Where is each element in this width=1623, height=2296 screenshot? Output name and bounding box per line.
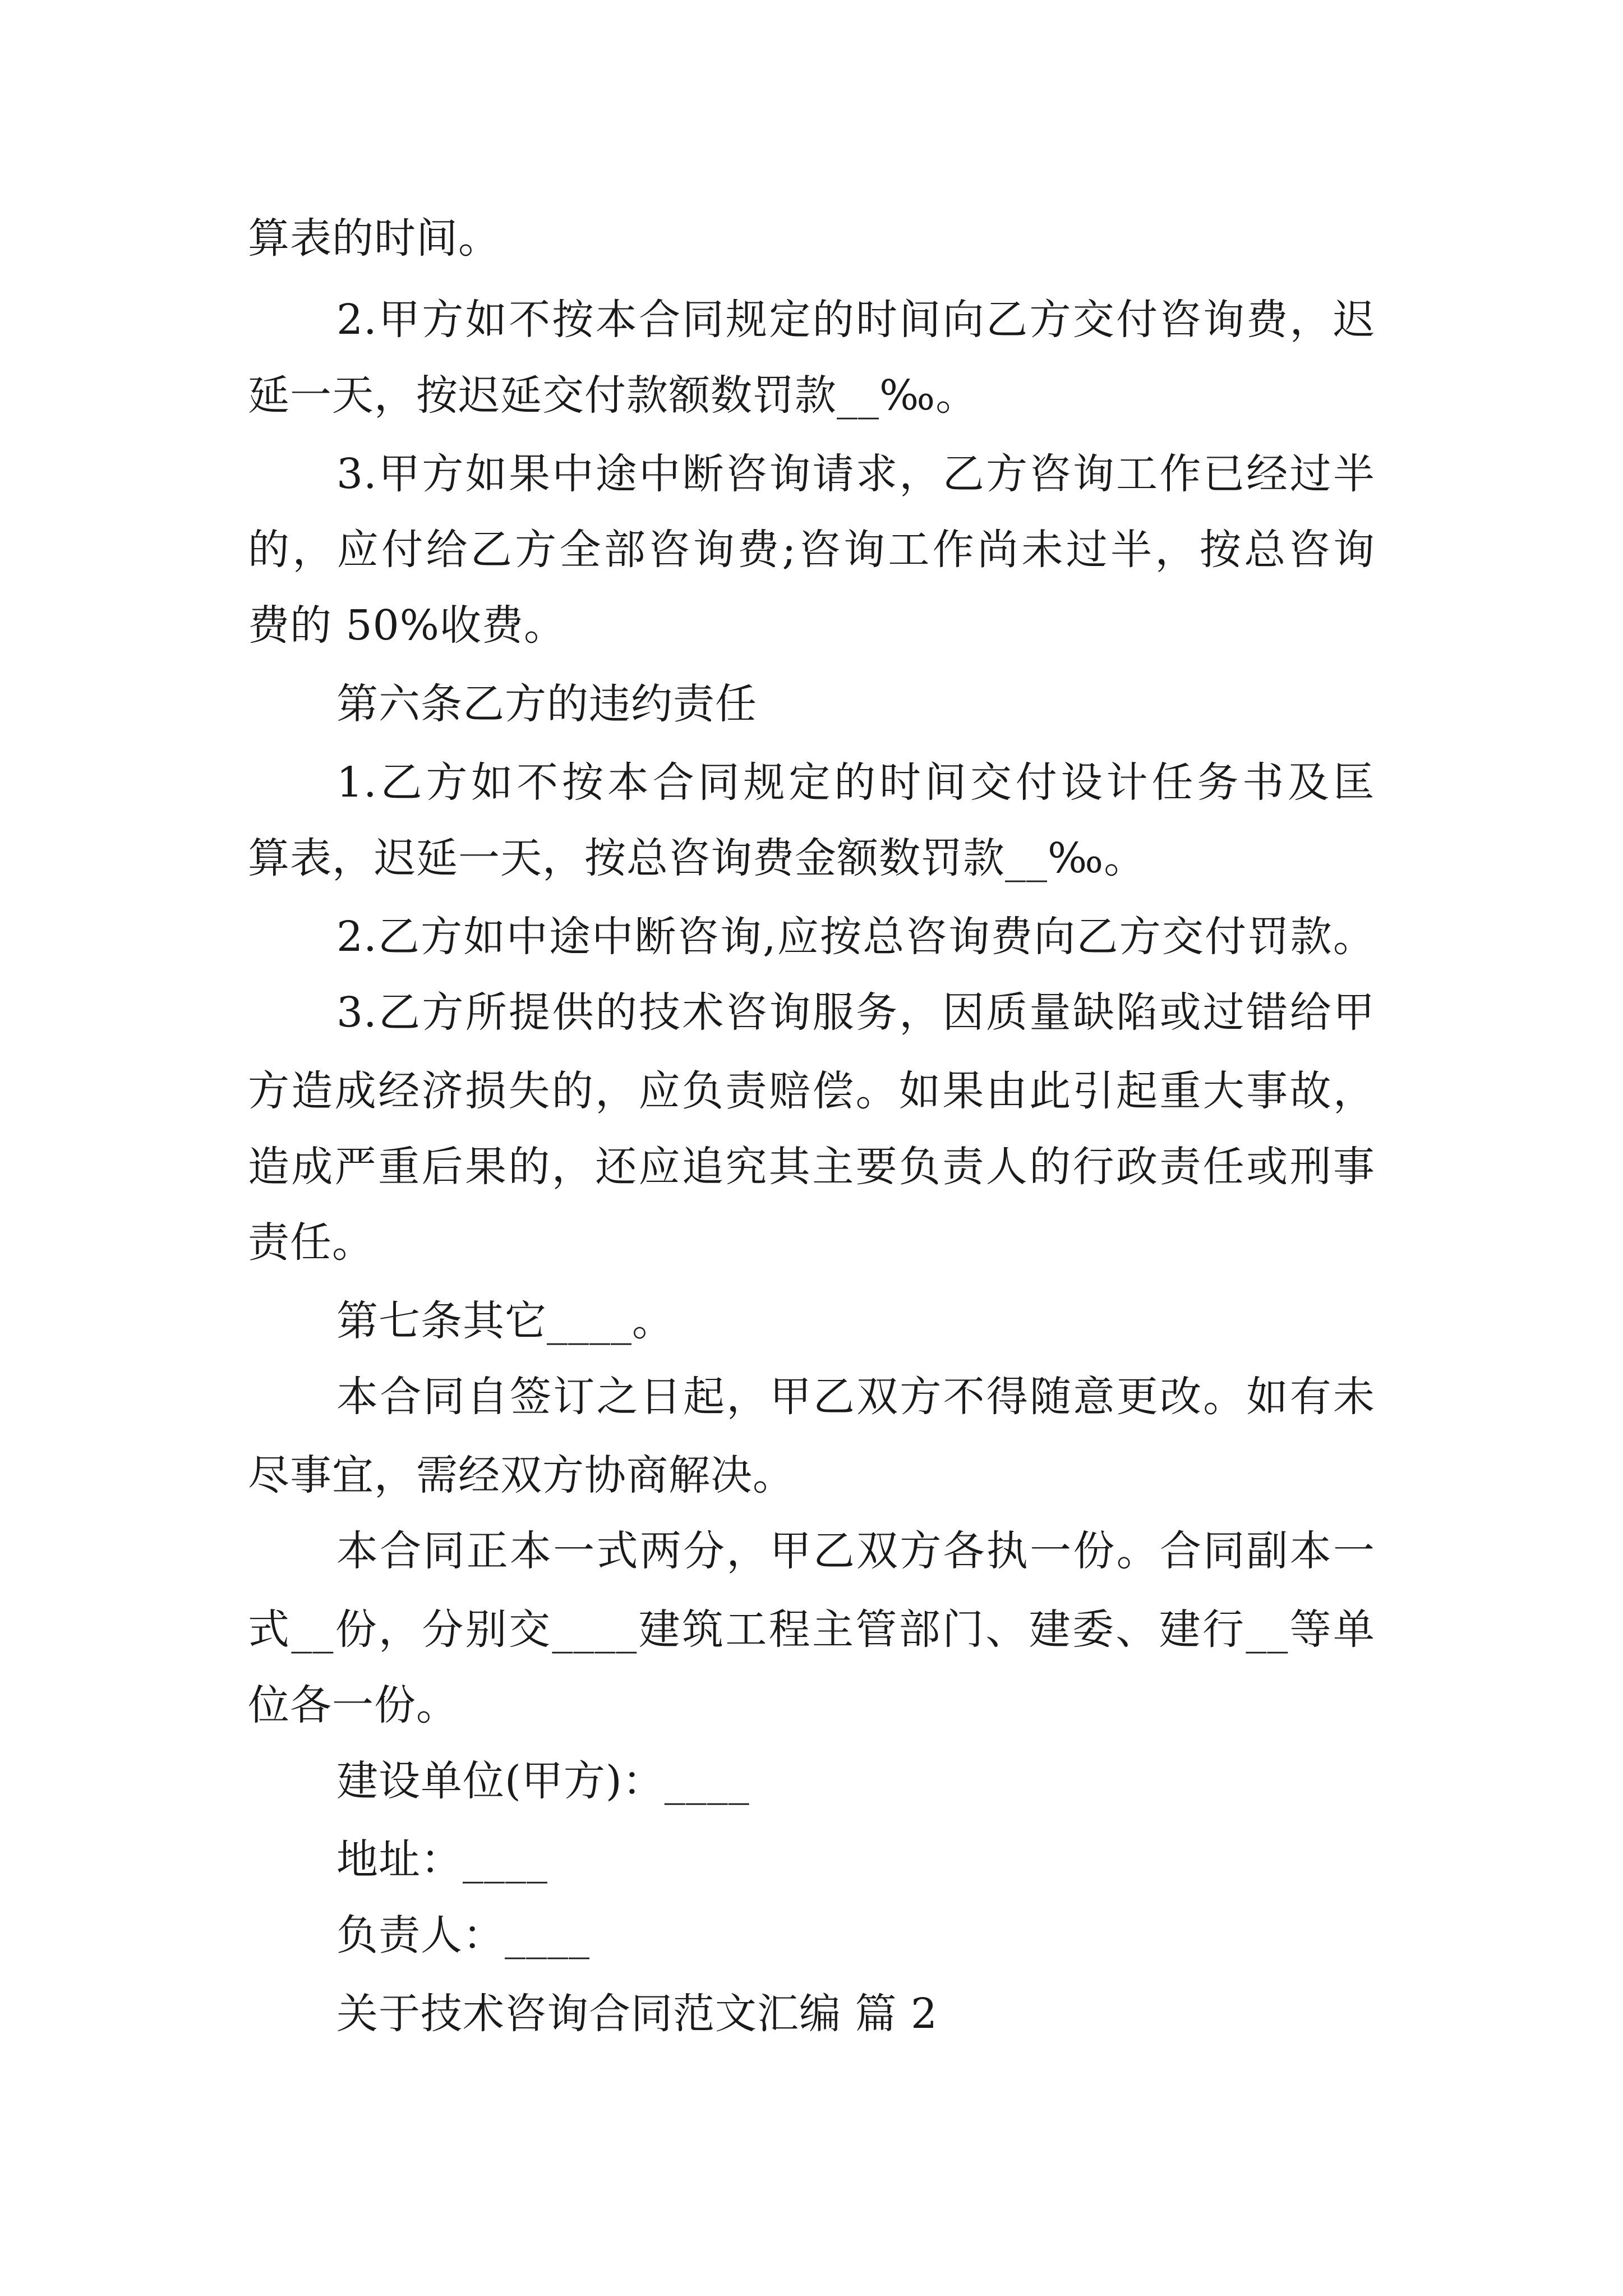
text-line-14: 责任。 [248, 1218, 374, 1267]
text-line-19: 式__份，分别交____建筑工程主管部门、建委、建行__等单 [248, 1605, 1375, 1654]
text-line-2: 2.甲方如不按本合同规定的时间向乙方交付咨询费，迟 [336, 296, 1375, 344]
text-line-13: 造成严重后果的，还应追究其主要负责人的行政责任或刑事 [248, 1143, 1375, 1191]
section-title-part-2: 关于技术咨询合同范文汇编 篇 2 [336, 1990, 938, 2038]
text-line-4: 3.甲方如果中途中断咨询请求，乙方咨询工作已经过半 [336, 450, 1375, 498]
responsible-person-field: 负责人：____ [336, 1911, 590, 1959]
section-heading-6: 第六条乙方的违约责任 [336, 680, 757, 728]
text-line-9: 算表，迟延一天，按总咨询费金额数罚款__‰。 [248, 834, 1146, 882]
section-heading-7: 第七条其它____。 [336, 1297, 674, 1345]
text-line-17: 尽事宜，需经双方协商解决。 [248, 1451, 795, 1499]
text-line-1: 算表的时间。 [248, 214, 500, 263]
text-line-5: 的，应付给乙方全部咨询费;咨询工作尚未过半，按总咨询 [248, 526, 1375, 574]
text-line-8: 1.乙方如不按本合同规定的时间交付设计任务书及匡 [336, 758, 1375, 807]
text-line-20: 位各一份。 [248, 1681, 458, 1729]
text-line-16: 本合同自签订之日起，甲乙双方不得随意更改。如有未 [336, 1373, 1375, 1421]
address-field: 地址：____ [336, 1835, 548, 1884]
text-line-18: 本合同正本一式两分，甲乙双方各执一份。合同副本一 [336, 1527, 1375, 1575]
text-line-11: 3.乙方所提供的技术咨询服务，因质量缺陷或过错给甲 [336, 988, 1375, 1037]
text-line-3: 延一天，按迟延交付款额数罚款__‰。 [248, 371, 978, 420]
text-line-10: 2.乙方如中途中断咨询,应按总咨询费向乙方交付罚款。 [336, 913, 1375, 961]
text-line-12: 方造成经济损失的，应负责赔偿。如果由此引起重大事故， [248, 1067, 1375, 1115]
party-a-field: 建设单位(甲方)：____ [336, 1757, 750, 1805]
text-line-6: 费的 50%收费。 [248, 601, 566, 650]
